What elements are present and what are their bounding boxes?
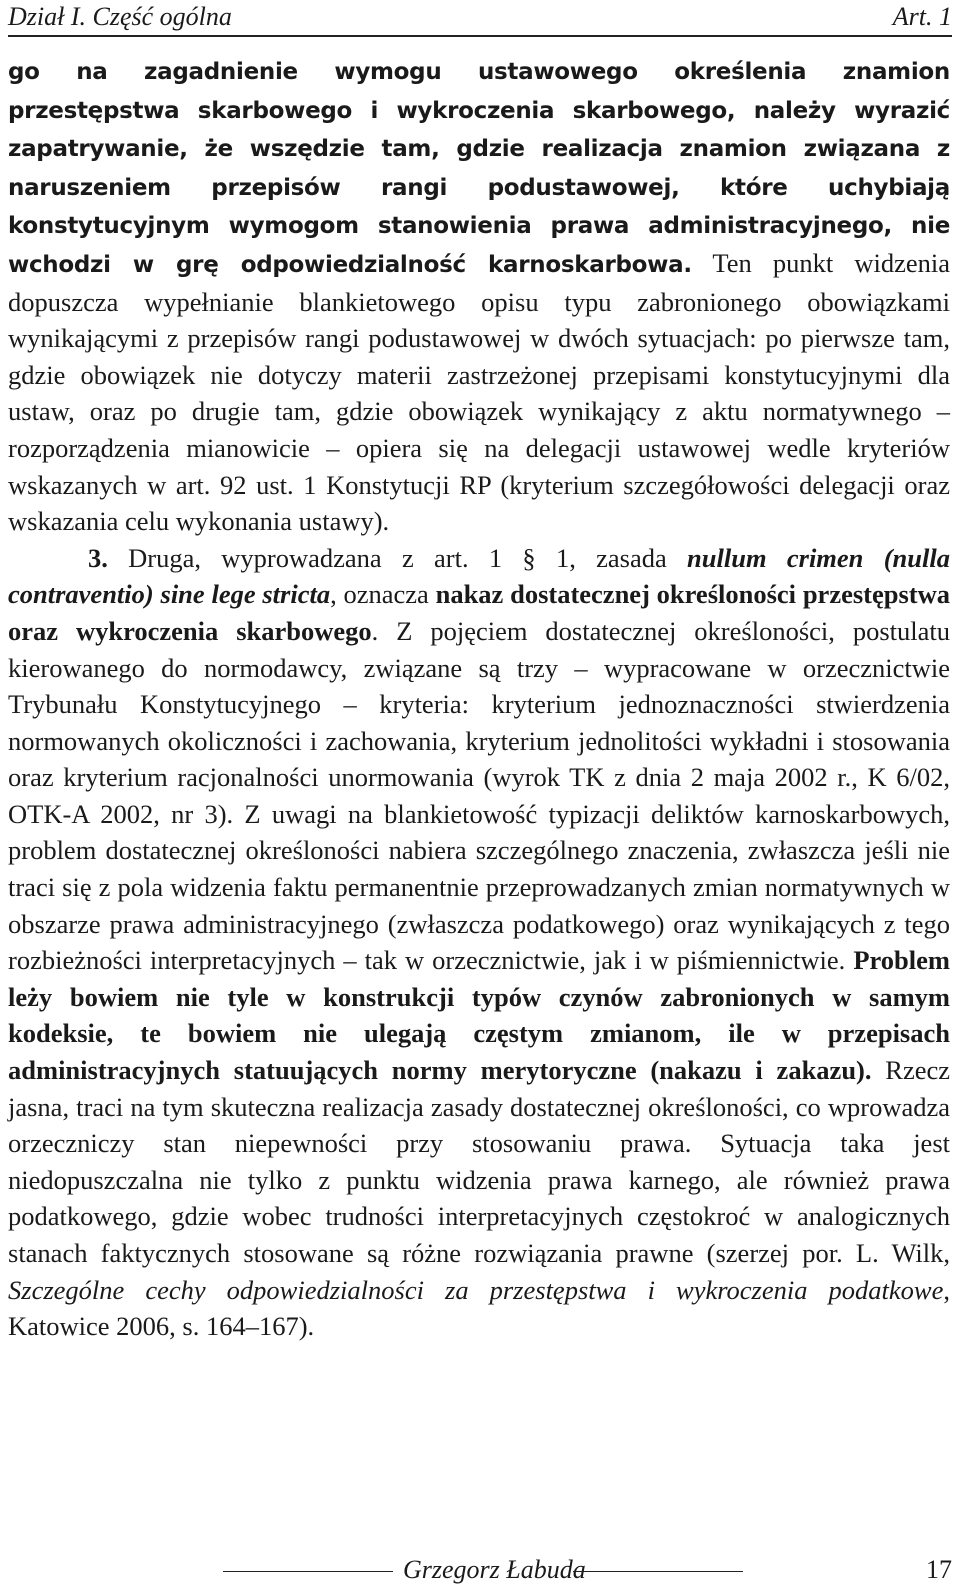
point-number: 3. [88, 542, 108, 573]
page-body [8, 52, 950, 1345]
emphasis-bold-1: nakaz dostatecznej określoności przestępstwa oraz wykroczenia skarbowego [8, 579, 951, 646]
thesis-sans-bold: go na zagadnienie wymogu ustawowego określenia znamion przestępstwa skarbowego i wykroczenia skarbowego, należy wyrazić zapatrywanie, że wszędzie tam, gdzie realizacja znamion związana z naruszeniem przepisów rangi podustawowej, które uchybiają konstytucyjnym wymogom stanowienia prawa administracyjnego, nie wchodzi w grę odpowiedzialność karnoskarbowa. [8, 59, 950, 278]
header-rule [8, 35, 952, 37]
paragraph-continuation [8, 52, 950, 540]
para2-text-4: Rzecz jasna, traci na tym skuteczna realizacja zasady dostatecznej określoności, co wprowadza orzeczniczy stan niepewności przy stosowaniu prawa. Sytuacja taka jest niedopuszczalna nie tylko z punktu widzenia prawa karnego, ale również prawa podatkowego, gdzie wobec trudności interpretacyjnych częstokroć w analogicznych stanach faktycznych stosowane są różne rozwiązania prawne (szerzej por. L. Wilk, [8, 1055, 951, 1268]
header-section-title: Dział I. Część ogólna [8, 2, 232, 31]
para2-text-5: , Katowice 2006, s. 164–167). [8, 1274, 950, 1342]
para1-text: Ten punkt widzenia dopuszcza wypełnianie blankietowego opisu typu zabronionego obowiązkami wynikającymi z przepisów rangi podustawowej w dwóch sytuacjach: po pierwsze tam, gdzie obowiązek nie dotyczy materii zastrzeżonej przepisami konstytucyjnymi dla ustaw, oraz po drugie tam, gdzie obowiązek wynikający z aktu normatywnego – rozporządzenia mianowicie – opiera się na delegacji ustawowej wedle kryteriów wskazanych w art. 92 ust. 1 Konstytucji RP (kryterium szczegółowości delegacji oraz wskazania celu wykonania ustawy). [8, 247, 950, 537]
footer-author: Grzegorz Łabuda [403, 1555, 586, 1584]
running-header [8, 0, 952, 36]
latin-maxim: nullum crimen (nulla contraventio) sine lege stricta [8, 542, 950, 610]
footer-rule-left [223, 1571, 393, 1572]
running-footer [8, 1552, 952, 1588]
para2-text-3: . Z pojęciem dostatecznej określoności, postulatu kierowanego do normodawcy, związane są trzy – wypracowane w orzecznictwie Trybunału Konstytucyjnego – kryteria: kryterium jednoznaczności stwierdzenia normowanych okoliczności i zachowania, kryterium jednolitości wykładni i stosowania oraz kryterium racjonalności unormowania (wyrok TK z dnia 2 maja 2002 r., K 6/02, OTK-A 2002, nr 3). Z uwagi na blankietowość typizacji deliktów karnoskarbowych, problem dostatecznej określoności nabiera szczególnego znaczenia, zwłaszcza jeśli nie traci się z pola widzenia faktu permanentnie przeprowadzanych zmian normatywnych w obszarze prawa administracyjnego (zwłaszcza podatkowego) oraz wynikających z tego rozbieżności interpretacyjnych – tak w orzecznictwie, jak i w piśmiennictwie. [8, 615, 950, 976]
emphasis-bold-2: Problem leży bowiem nie tyle w konstrukcji typów czynów zabronionych w samym kodeksie, te bowiem nie ulegają częstym zmianom, ile w przepisach administracyjnych statuujących normy merytoryczne (nakazu i zakazu). [8, 945, 950, 1086]
paragraph-point-3 [8, 540, 950, 1345]
cited-book-title: Szczególne cechy odpowiedzialności za przestępstwa i wykroczenia podatkowe [8, 1274, 944, 1305]
header-article-ref: Art. 1 [892, 2, 952, 31]
footer-rule-right [573, 1571, 743, 1572]
page-number: 17 [926, 1555, 952, 1584]
para2-text-2: , oznacza [330, 579, 436, 610]
para2-text-1: Druga, wyprowadzana z art. 1 § 1, zasada [107, 542, 688, 573]
